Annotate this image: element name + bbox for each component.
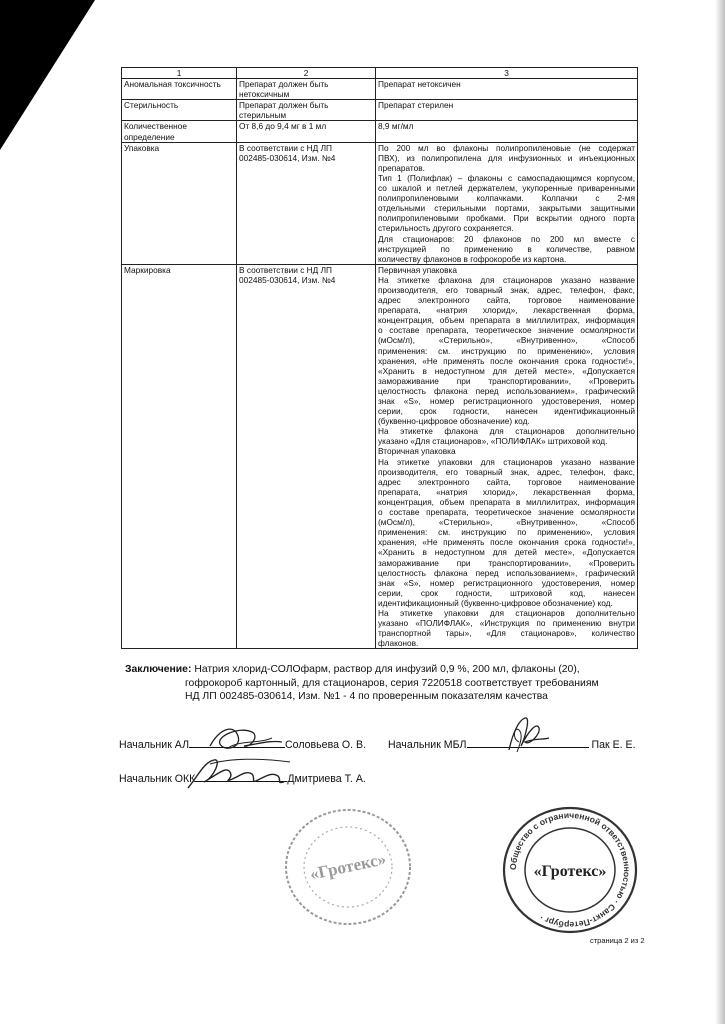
- result-line: целостность флакона перед использованием», графический: [378, 385, 635, 396]
- result-line: (мОсм/л), «Стерильно», «Внутривенно», «Способ: [378, 335, 635, 346]
- result-line: серии, срок годности, нанесен идентификационный: [378, 406, 635, 417]
- handwritten-signature-okk: [180, 752, 300, 797]
- scan-edge-shadow: [715, 0, 725, 1024]
- result-line: указано «Для стационаров», «ПОЛИФЛАК» штриховой код.: [378, 436, 608, 447]
- table-row: [122, 79, 638, 100]
- table-row: [122, 264, 638, 649]
- result-line: 8,9 мг/мл: [378, 121, 414, 132]
- result-line: Для стационаров: 20 флаконов по 200 мл вместе с: [378, 233, 635, 244]
- requirement-line: В соответствии с НД ЛП: [239, 264, 332, 275]
- signature-al-name: Соловьева О. В.: [285, 739, 367, 751]
- result-line: флаконов.: [378, 638, 419, 649]
- conclusion-line: гофрокороб картонный, для стационаров, серия 7220518 соответствует требованиям: [185, 677, 599, 689]
- result-line: стерильность другого сохраняется.: [378, 223, 514, 234]
- result-line: Первичная упаковка: [378, 264, 457, 275]
- result-line: полипропиленовыми колпачками. Колпачки с 2-мя: [378, 193, 635, 204]
- result-line: хранения, «Не применять после окончания срока годности!»,: [378, 537, 635, 548]
- signature-mbl-title: Начальник МБЛ: [388, 739, 467, 751]
- conclusion-label: Заключение:: [125, 664, 192, 675]
- result-line: серии, срок годности, штриховой код, нанесен: [378, 587, 635, 598]
- requirement-line: Препарат должен быть: [239, 79, 329, 90]
- result-cell: [376, 142, 638, 264]
- result-line: На этикетке флакона для стационаров дополнительно: [378, 426, 635, 437]
- result-line: Препарат нетоксичен: [378, 79, 461, 90]
- conclusion: [125, 663, 645, 704]
- conclusion-line: Натрия хлорид-СОЛОфарм, раствор для инфузий 0,9 %, 200 мл, флаконы (20),: [194, 664, 580, 675]
- result-line: знак «S», номер регистрационного удостоверения, номер: [378, 396, 635, 406]
- result-line: На этикетке флакона для стационаров указано название: [378, 274, 635, 285]
- requirement-line: 002485-030614, Изм. №4: [239, 152, 336, 163]
- result-line: «Хранить в недоступном для детей месте», «Допускается: [378, 365, 635, 376]
- conclusion-line: НД ЛП 002485-030614, Изм. №1 - 4 по проверенным показателям качества: [185, 691, 548, 703]
- signature-mbl-name: Пак Е. Е.: [591, 739, 636, 751]
- table-row: [122, 121, 638, 142]
- requirement-cell: [237, 100, 376, 121]
- result-line: адрес электронного сайта, торговое наименование: [378, 476, 635, 487]
- parameter-name-cell: Количественное определение: [122, 121, 237, 142]
- result-line: применения: см. инструкцию по применению», условия: [378, 345, 635, 356]
- result-cell: [376, 79, 638, 100]
- table-header-row: [122, 68, 638, 79]
- result-line: (буквенно-цифровое обозначение) код.: [378, 416, 530, 427]
- result-line: Препарат стерилен: [378, 100, 454, 111]
- parameter-name-cell: Упаковка: [122, 142, 237, 264]
- signature-okk-name: Дмитриева Т. А.: [287, 773, 366, 785]
- result-line: целостность флакона перед использованием», графический: [378, 567, 635, 578]
- result-line: со шкалой и петлей держателем, укупоренные приваренными: [378, 183, 635, 194]
- signature-okk-title: Начальник ОКК: [119, 773, 196, 785]
- result-line: отдельными стерильными портами, закрытыми защитными: [378, 203, 635, 214]
- header-cell-3: 3: [376, 68, 638, 79]
- requirement-cell: [237, 121, 376, 142]
- result-line: препарата, «натрия хлорид», лекарственная форма,: [378, 486, 635, 497]
- result-cell: [376, 121, 638, 142]
- result-line: На этикетке упаковки для стационаров дополнительно: [378, 607, 635, 618]
- requirement-line: нетоксичным: [239, 89, 290, 100]
- result-line: производителя, его товарный знак, адрес, телефон, факс,: [378, 466, 635, 477]
- result-line: Тип 1 (Полифлак) – флаконы с самоспадающимся корпусом,: [378, 172, 635, 183]
- requirement-line: Препарат должен быть: [239, 100, 329, 111]
- result-cell: [376, 100, 638, 121]
- stamp-right-ring-text: Общество с ограниченной ответственностью · Санкт-Петербург ·: [507, 809, 633, 931]
- result-line: препарата, «натрия хлорид», лекарственная форма,: [378, 305, 635, 316]
- table-row: [122, 142, 638, 264]
- result-line: «Хранить в недоступном для детей месте», «Допускается: [378, 547, 635, 558]
- company-stamp-left: [282, 806, 414, 928]
- result-line: (мОсм/л), «Стерильно», «Внутривенно», «Способ: [378, 517, 635, 528]
- result-line: идентификационный (буквенно-цифровое обозначение) код.: [378, 597, 613, 608]
- result-line: По 200 мл во флаконы полипропиленовые (не содержат: [378, 142, 635, 153]
- result-line: замораживание при транспортировании», «Проверить: [378, 375, 635, 386]
- requirement-cell: [237, 79, 376, 100]
- result-line: о составе препарата, теоретическое значение осмолярности: [378, 325, 635, 336]
- result-line: количеству флаконов в гофрокоробе из картона.: [378, 253, 567, 264]
- requirement-line: 002485-030614, Изм. №4: [239, 274, 336, 285]
- result-line: о составе препарата, теоретическое значение осмолярности: [378, 507, 635, 518]
- header-cell-2: 2: [237, 68, 376, 79]
- result-line: полипропиленовыми пробками. При вскрытии одного порта: [378, 213, 635, 224]
- requirement-line: От 8,6 до 9,4 мг в 1 мл: [239, 121, 327, 132]
- requirement-line: стерильным: [239, 110, 287, 121]
- parameter-name-cell: Стерильность: [122, 100, 237, 121]
- result-line: знак «S», номер регистрационного удостоверения, номер: [378, 577, 635, 588]
- handwritten-signature-mbl: [495, 712, 555, 762]
- result-line: указано «ПОЛИФЛАК», «Инструкция по применению внутри: [378, 618, 635, 629]
- result-line: инструкцией по применению в количестве, равном: [378, 243, 635, 254]
- result-line: хранения, «Не применять после окончания срока годности!»,: [378, 355, 635, 366]
- result-line: концентрация, объем препарата в миллилитрах, информация: [378, 496, 635, 507]
- header-cell-1: 1: [122, 68, 237, 79]
- stamp-right-center-text: «Гротекс»: [533, 863, 607, 880]
- result-cell: [376, 264, 638, 649]
- result-line: применения: см. инструкцию по применению», условия: [378, 527, 635, 538]
- page-number: страница 2 из 2: [590, 936, 645, 945]
- result-line: ПВХ), из полипропилена для инфузионных и инъекционных: [378, 152, 635, 163]
- company-stamp-right: [500, 806, 640, 934]
- requirement-cell: [237, 142, 376, 264]
- result-line: производителя, его товарный знак, адрес, телефон, факс,: [378, 284, 635, 295]
- parameter-name-cell: Маркировка: [122, 264, 237, 649]
- scan-corner-shadow: [0, 0, 95, 150]
- parameter-name-cell: Аномальная токсичность: [122, 79, 237, 100]
- result-line: замораживание при транспортировании», «Проверить: [378, 557, 635, 568]
- result-line: препаратов.: [378, 162, 425, 173]
- result-line: На этикетке упаковки для стационаров указано название: [378, 456, 635, 467]
- result-line: Вторичная упаковка: [378, 446, 456, 457]
- stamp-left-text: «Гротекс»: [308, 849, 388, 884]
- results-table-wrap: [121, 67, 638, 649]
- requirement-line: В соответствии с НД ЛП: [239, 142, 332, 153]
- result-line: концентрация, объем препарата в миллилитрах, информация: [378, 315, 635, 326]
- result-line: адрес электронного сайта, торговое наименование: [378, 295, 635, 306]
- requirement-cell: [237, 264, 376, 649]
- result-line: транспортной тары», «Для стационаров», количество: [378, 628, 635, 639]
- signature-al-title: Начальник АЛ: [119, 739, 190, 751]
- results-table: [121, 67, 638, 649]
- table-row: [122, 100, 638, 121]
